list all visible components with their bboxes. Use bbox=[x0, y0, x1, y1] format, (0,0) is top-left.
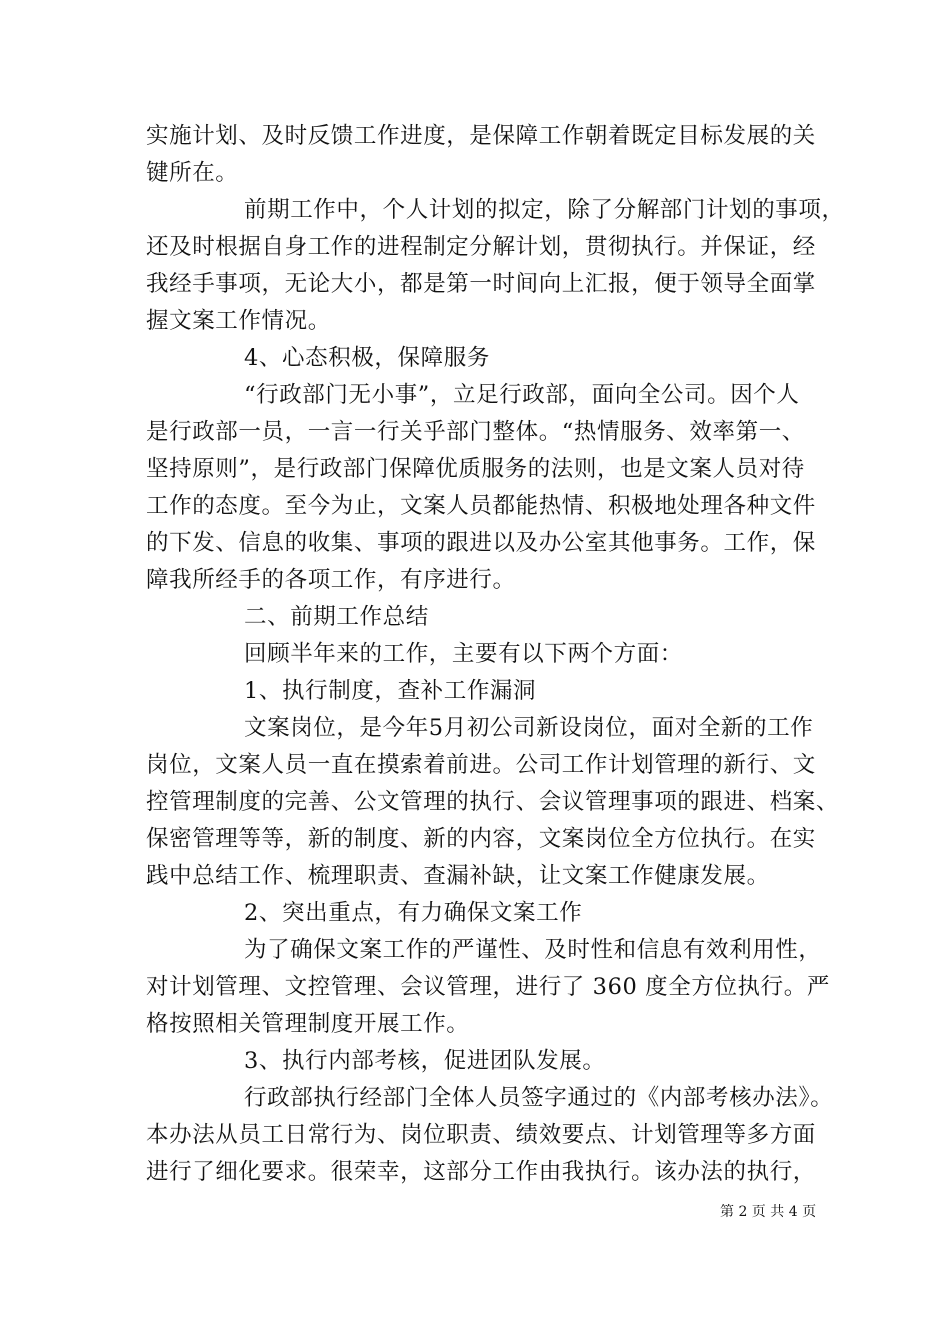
text-line: 的下发、信息的收集、事项的跟进以及办公室其他事务。工作，保 bbox=[146, 530, 816, 556]
text-line: 4、心态积极，保障服务 bbox=[244, 345, 490, 371]
text-line: 2、突出重点，有力确保文案工作 bbox=[244, 900, 583, 926]
text-line: 格按照相关管理制度开展工作。 bbox=[146, 1011, 470, 1037]
text-line: 前期工作中，个人计划的拟定，除了分解部门计划的事项， bbox=[244, 197, 845, 223]
text-line: 为了确保文案工作的严谨性、及时性和信息有效利用性， bbox=[244, 937, 822, 963]
text-line: 工作的态度。至今为止，文案人员都能热情、积极地处理各种文件 bbox=[146, 493, 816, 519]
text-line: 对计划管理、文控管理、会议管理，进行了 360 度全方位执行。严 bbox=[146, 974, 830, 1000]
text-line: 1、执行制度，查补工作漏洞 bbox=[244, 678, 537, 704]
text-line: 坚持原则”，是行政部门保障优质服务的法则，也是文案人员对待 bbox=[146, 456, 805, 482]
text-line: 回顾半年来的工作，主要有以下两个方面： bbox=[244, 641, 683, 667]
text-line: 本办法从员工日常行为、岗位职责、绩效要点、计划管理等多方面 bbox=[146, 1122, 816, 1148]
text-line: 保密管理等等，新的制度、新的内容，文案岗位全方位执行。在实 bbox=[146, 826, 816, 852]
text-line: 障我所经手的各项工作，有序进行。 bbox=[146, 567, 516, 593]
text-line: 握文案工作情况。 bbox=[146, 308, 331, 334]
text-line: 文案岗位，是今年5月初公司新设岗位，面对全新的工作 bbox=[244, 715, 814, 741]
text-line: 行政部执行经部门全体人员签字通过的《内部考核办法》。 bbox=[244, 1085, 834, 1111]
text-line: 践中总结工作、梳理职责、查漏补缺，让文案工作健康发展。 bbox=[146, 863, 770, 889]
text-line: 进行了细化要求。很荣幸，这部分工作由我执行。该办法的执行， bbox=[146, 1159, 816, 1185]
text-line: 是行政部一员，一言一行关乎部门整体。“热情服务、效率第一、 bbox=[146, 419, 805, 445]
page-number: 第 2 页 共 4 页 bbox=[720, 1204, 817, 1220]
text-line: 键所在。 bbox=[146, 160, 239, 186]
text-line: “行政部门无小事”，立足行政部，面向全公司。因个人 bbox=[244, 382, 800, 408]
text-line: 岗位，文案人员一直在摸索着前进。公司工作计划管理的新行、文 bbox=[146, 752, 816, 778]
text-line: 控管理制度的完善、公文管理的执行、会议管理事项的跟进、档案、 bbox=[146, 789, 840, 815]
text-line: 3、执行内部考核，促进团队发展。 bbox=[244, 1048, 606, 1074]
text-line: 我经手事项，无论大小，都是第一时间向上汇报，便于领导全面掌 bbox=[146, 271, 816, 297]
text-line: 实施计划、及时反馈工作进度，是保障工作朝着既定目标发展的关 bbox=[146, 123, 816, 149]
text-line: 还及时根据自身工作的进程制定分解计划，贯彻执行。并保证，经 bbox=[146, 234, 816, 260]
text-line: 二、前期工作总结 bbox=[244, 604, 429, 630]
